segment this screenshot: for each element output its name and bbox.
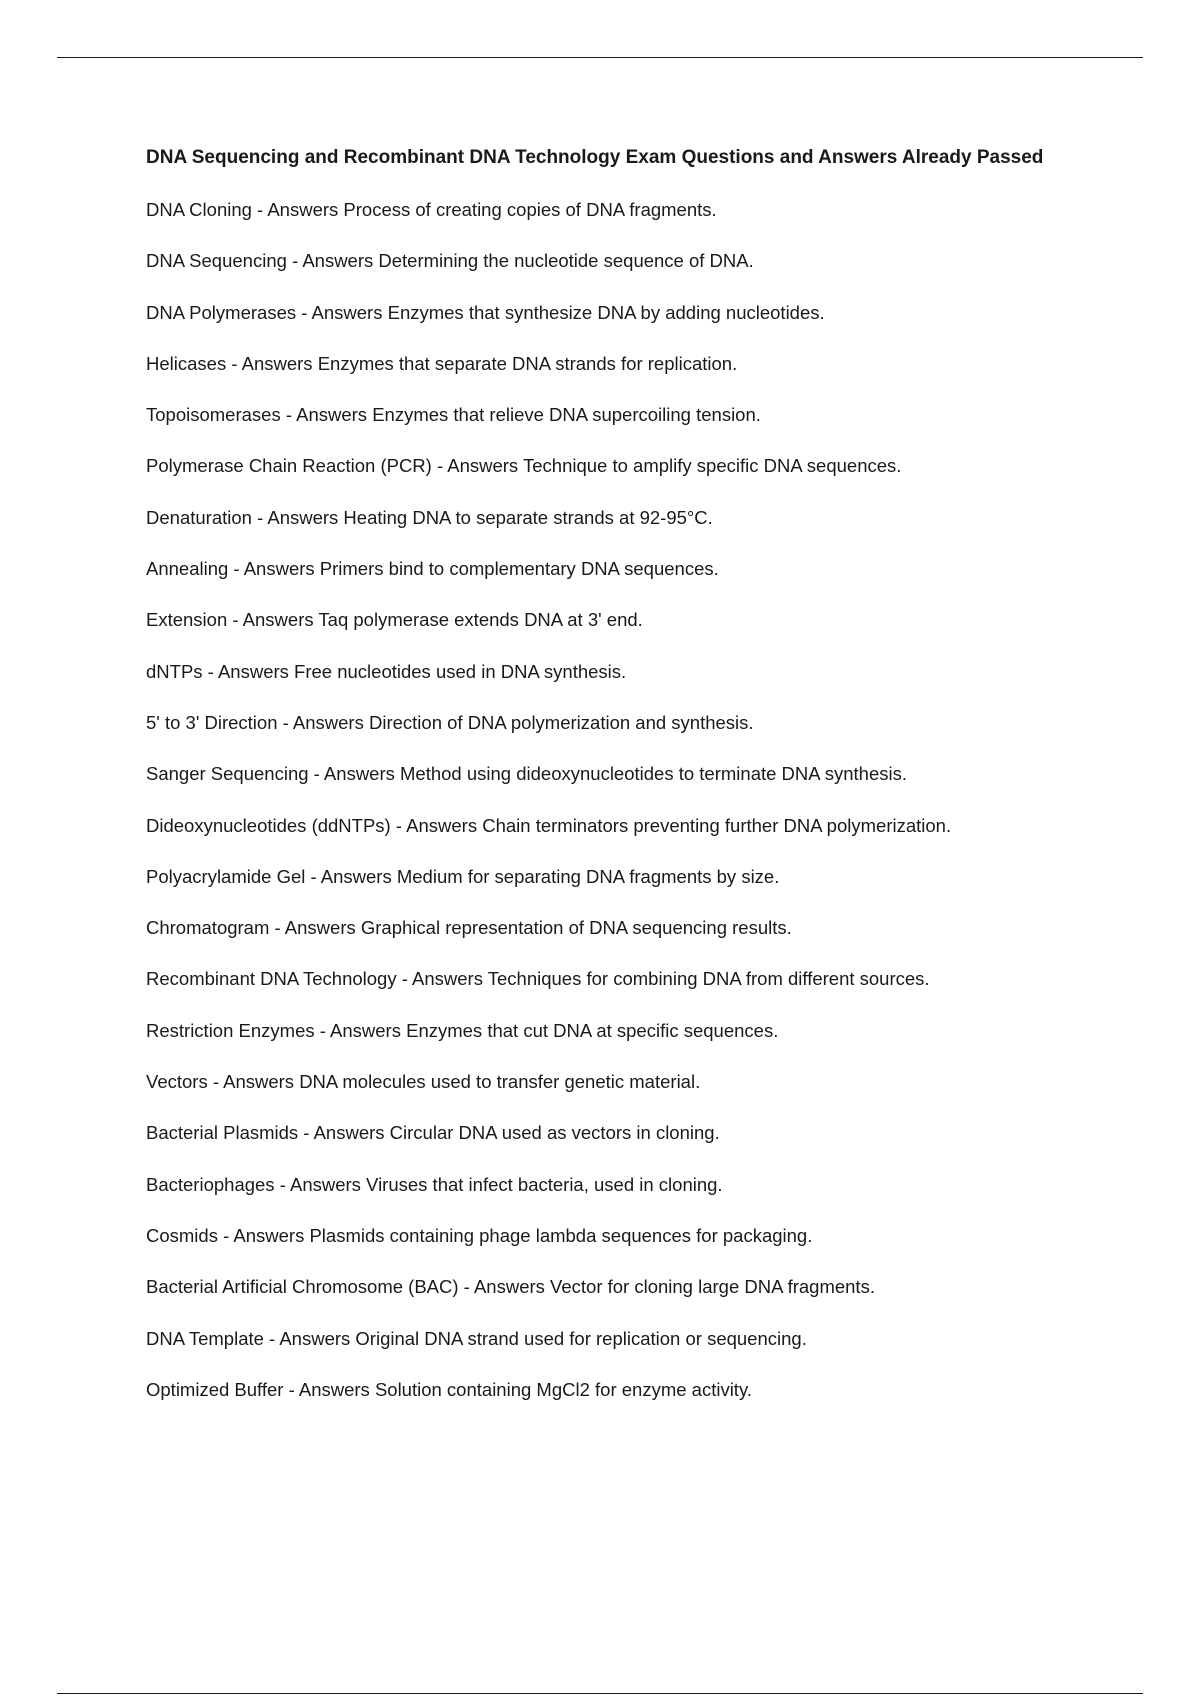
qa-item-17: Restriction Enzymes - Answers Enzymes that cut DNA at specific sequences.: [146, 1019, 779, 1041]
footer-rule: [57, 1693, 1143, 1694]
document-title: DNA Sequencing and Recombinant DNA Technology Exam Questions and Answers Already Passed: [146, 147, 1044, 168]
qa-item-16: Recombinant DNA Technology - Answers Techniques for combining DNA from different sources.: [146, 968, 930, 990]
qa-item-3: DNA Polymerases - Answers Enzymes that synthesize DNA by adding nucleotides.: [146, 301, 825, 323]
qa-item-23: DNA Template - Answers Original DNA strand used for replication or sequencing.: [146, 1327, 807, 1349]
header-rule: [57, 57, 1143, 58]
qa-item-8: Annealing - Answers Primers bind to complementary DNA sequences.: [146, 558, 719, 580]
qa-item-24: Optimized Buffer - Answers Solution containing MgCl2 for enzyme activity.: [146, 1378, 752, 1400]
document-body: [146, 146, 1146, 1429]
qa-list: [146, 198, 1146, 1402]
qa-item-22: Bacterial Artificial Chromosome (BAC) - Answers Vector for cloning large DNA fragments.: [146, 1276, 875, 1298]
qa-item-12: Sanger Sequencing - Answers Method using dideoxynucleotides to terminate DNA synthesis.: [146, 763, 907, 785]
qa-item-11: 5' to 3' Direction - Answers Direction of DNA polymerization and synthesis.: [146, 711, 754, 733]
qa-item-1: DNA Cloning - Answers Process of creating copies of DNA fragments.: [146, 199, 717, 220]
qa-item-5: Topoisomerases - Answers Enzymes that relieve DNA supercoiling tension.: [146, 404, 761, 426]
qa-item-19: Bacterial Plasmids - Answers Circular DNA used as vectors in cloning.: [146, 1122, 720, 1144]
qa-item-9: Extension - Answers Taq polymerase extends DNA at 3' end.: [146, 609, 643, 631]
qa-item-21: Cosmids - Answers Plasmids containing phage lambda sequences for packaging.: [146, 1224, 813, 1246]
qa-item-2: DNA Sequencing - Answers Determining the nucleotide sequence of DNA.: [146, 250, 754, 272]
qa-item-4: Helicases - Answers Enzymes that separate DNA strands for replication.: [146, 352, 738, 374]
qa-item-18: Vectors - Answers DNA molecules used to transfer genetic material.: [146, 1071, 701, 1093]
qa-item-7: Denaturation - Answers Heating DNA to separate strands at 92-95°C.: [146, 506, 713, 528]
qa-item-13: Dideoxynucleotides (ddNTPs) - Answers Chain terminators preventing further DNA polymerization.: [146, 814, 952, 836]
qa-item-10: dNTPs - Answers Free nucleotides used in DNA synthesis.: [146, 660, 627, 682]
qa-item-6: Polymerase Chain Reaction (PCR) - Answers Technique to amplify specific DNA sequences.: [146, 455, 902, 477]
qa-item-15: Chromatogram - Answers Graphical representation of DNA sequencing results.: [146, 917, 792, 939]
qa-item-14: Polyacrylamide Gel - Answers Medium for separating DNA fragments by size.: [146, 865, 780, 887]
qa-item-20: Bacteriophages - Answers Viruses that infect bacteria, used in cloning.: [146, 1173, 723, 1195]
